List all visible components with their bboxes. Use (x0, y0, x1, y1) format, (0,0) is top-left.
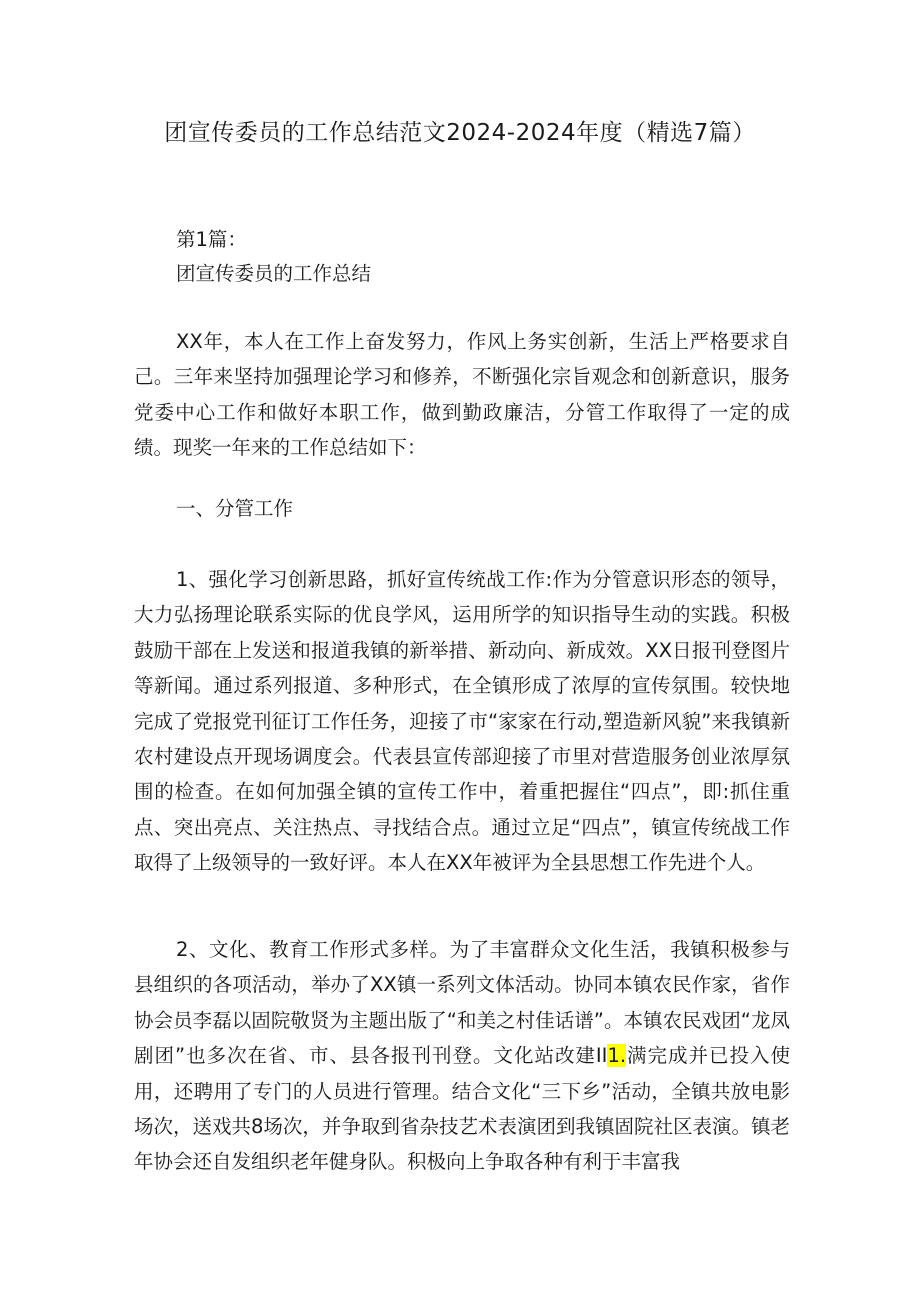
intro-paragraph: XX年，本人在工作上奋发努力，作风上务实创新，生活上严格要求自己。三年来坚持加强理论学习和修养，不断强化宗旨观念和创新意识，服务党委中心工作和做好本职工作，做到勤政廉洁，分管工作取得了一定的成绩。现奖一年来的工作总结如下： (134, 330, 790, 460)
item-2-text-after: 满完成并已投入使用，还聘用了专门的人员进行管理。结合文化“三下乡”活动，全镇共放电影场次，送戏共8场次，并争取到省杂技艺术表演团到我镇固院社区表演。镇老年协会还自发组织老年健身队。积极向上争取各种有利于丰富我 (134, 1044, 790, 1174)
section-subtitle: 团宣传委员的工作总结 (176, 262, 372, 285)
section-label: 第1篇： (176, 228, 247, 251)
item-2-highlight: 1. (607, 1044, 627, 1068)
item-1-paragraph: 1、强化学习创新思路，抓好宣传统战工作:作为分管意识形态的领导，大力弘扬理论联系实际的优良学风，运用所学的知识指导生动的实践。积极鼓励干部在上发送和报道我镇的新举措、新动向、新成效。XX日报刊登图片等新闻。通过系列报道、多种形式，在全镇形成了浓厚的宣传氛围。较快地完成了党报党刊征订工作任务，迎接了市“家家在行动,塑造新风貌”来我镇新农村建设点开现场调度会。代表县宣传部迎接了市里对营造服务创业浓厚氛围的检查。在如何加强全镇的宣传工作中，着重把握住“四点”，即:抓住重点、突出亮点、关注热点、寻找结合点。通过立足“四点”，镇宣传统战工作取得了上级领导的一致好评。本人在XX年被评为全县思想工作先进个人。 (134, 568, 790, 875)
heading-fenguan-gongzuo: 一、分管工作 (176, 497, 294, 520)
document-title: 团宣传委员的工作总结范文2024-2024年度（精选7篇） (164, 120, 756, 146)
item-2-paragraph (134, 932, 790, 1180)
item-2-text-before: 2、文化、教育工作形式多样。为了丰富群众文化生活，我镇积极参与县组织的各项活动，举办了XX镇一系列文体活动。协同本镇农民作家，省作协会员李磊以固院敬贤为主题出版了“和美之村佳话谱”。本镇农民戏团“龙凤剧团”也多次在省、市、县各报刊刊登。文化站改建II (134, 938, 790, 1068)
